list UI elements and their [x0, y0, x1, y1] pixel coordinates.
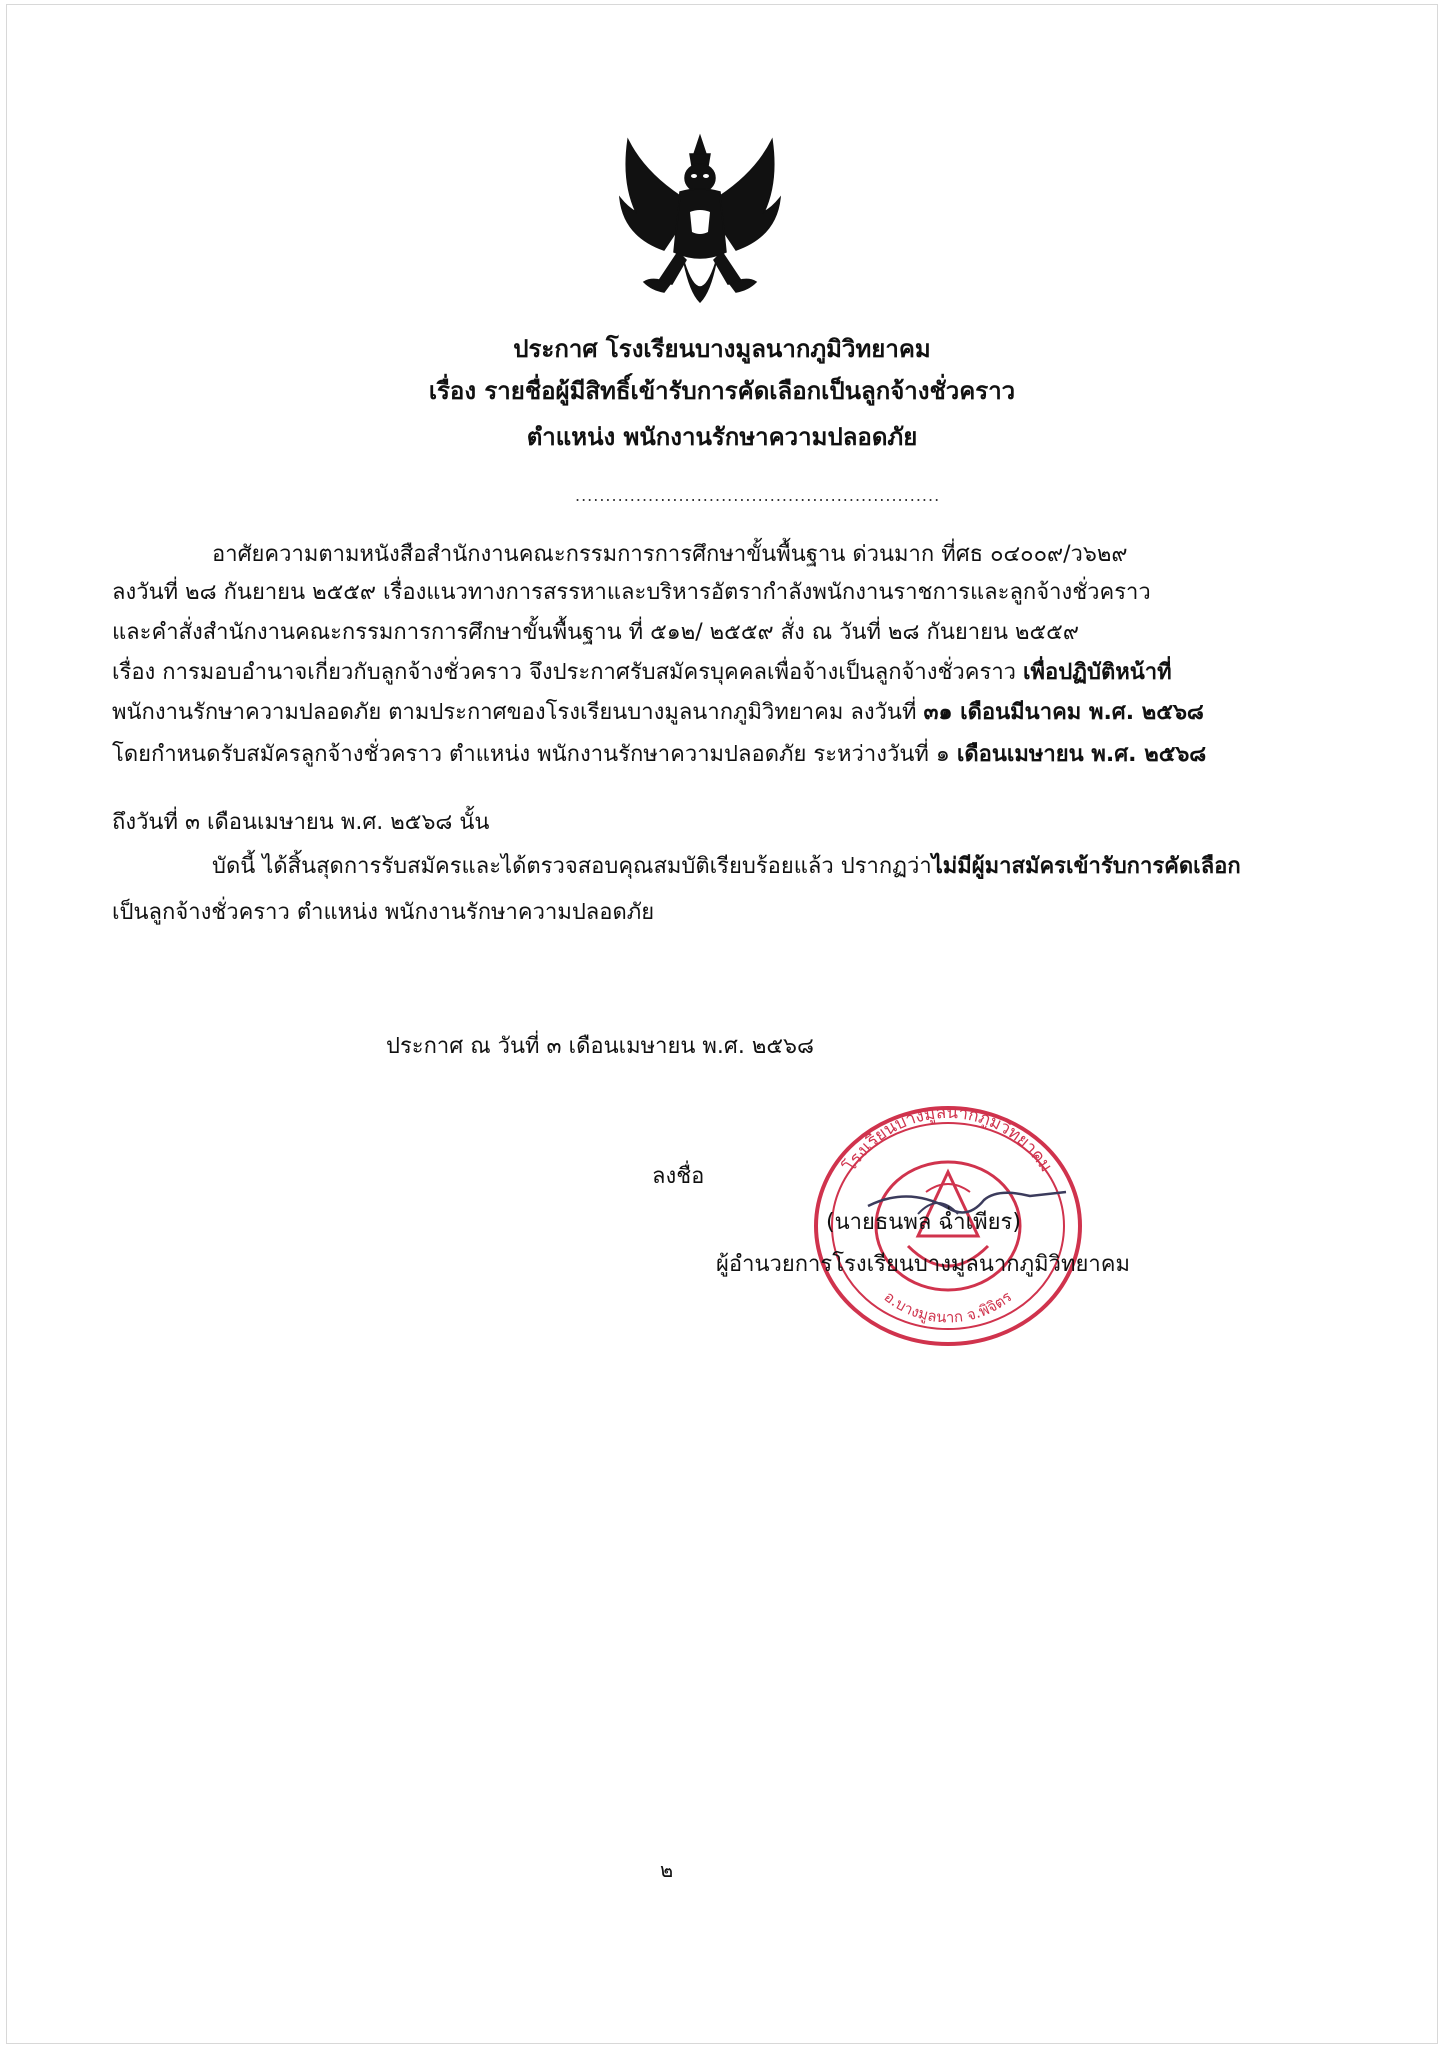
para1-line-6: โดยกำหนดรับสมัครลูกจ้างชั่วคราว ตำแหน่ง พนักงานรักษาความปลอดภัย ระหว่างวันที่ ๑ เดือนเมษายน พ.ศ. ๒๕๖๘ — [112, 742, 1207, 767]
para1-line-3: และคำสั่งสำนักงานคณะกรรมการการศึกษาขั้นพื้นฐาน ที่ ๕๑๒/ ๒๕๕๙ สั่ง ณ วันที่ ๒๘ กันยายน ๒๕๕๙ — [112, 620, 1079, 645]
para1-line-7: ถึงวันที่ ๓ เดือนเมษายน พ.ศ. ๒๕๖๘ นั้น — [112, 810, 490, 835]
announcement-subject: เรื่อง รายชื่อผู้มีสิทธิ์เข้ารับการคัดเลือกเป็นลูกจ้างชั่วคราว — [428, 377, 1016, 405]
svg-text:อ.บางมูลนาก จ.พิจิตร: อ.บางมูลนาก จ.พิจิตร — [880, 1287, 1016, 1327]
announcement-date: ประกาศ ณ วันที่ ๓ เดือนเมษายน พ.ศ. ๒๕๖๘ — [386, 1034, 814, 1059]
page-number: ๒ — [660, 1858, 674, 1882]
para1-line-1: อาศัยความตามหนังสือสำนักงานคณะกรรมการการศึกษาขั้นพื้นฐาน ด่วนมาก ที่ศธ ๐๔๐๐๙/ว๖๒๙ — [212, 542, 1128, 567]
garuda-emblem-icon — [614, 132, 786, 318]
para1-line-5: พนักงานรักษาความปลอดภัย ตามประกาศของโรงเรียนบางมูลนากภูมิวิทยาคม ลงวันที่ ๓๑ เดือนมีนาคม พ.ศ. ๒๕๖๘ — [112, 700, 1204, 725]
signatory-position: ผู้อำนวยการโรงเรียนบางมูลนากภูมิวิทยาคม — [716, 1252, 1130, 1277]
svg-text:โรงเรียนบางมูลนากภูมิวิทยาคม: โรงเรียนบางมูลนากภูมิวิทยาคม — [839, 1102, 1057, 1176]
title-separator: ............................................................ — [575, 486, 941, 505]
para2-line-1: บัดนี้ ได้สิ้นสุดการรับสมัครและได้ตรวจสอบคุณสมบัติเรียบร้อยแล้ว ปรากฏว่าไม่มีผู้มาสมัครเข้ารับการคัดเลือก — [212, 854, 1241, 879]
para1-line-4: เรื่อง การมอบอำนาจเกี่ยวกับลูกจ้างชั่วคราว จึงประกาศรับสมัครบุคคลเพื่อจ้างเป็นลูกจ้างชั่วคราว เพื่อปฏิบัติหน้าที่ — [112, 660, 1172, 685]
para1-line-2: ลงวันที่ ๒๘ กันยายน ๒๕๕๙ เรื่องแนวทางการสรรหาและบริหารอัตรากำลังพนักงานราชการและลูกจ้างชั่วคราว — [112, 580, 1151, 605]
announcement-position: ตำแหน่ง พนักงานรักษาความปลอดภัย — [526, 423, 918, 451]
para2-line-2: เป็นลูกจ้างชั่วคราว ตำแหน่ง พนักงานรักษาความปลอดภัย — [112, 900, 655, 925]
announcement-title: ประกาศ โรงเรียนบางมูลนากภูมิวิทยาคม — [513, 335, 931, 363]
signature-label: ลงชื่อ — [652, 1164, 705, 1189]
signatory-name: (นายธนพล ฉ่ำเพียร) — [826, 1210, 1021, 1235]
